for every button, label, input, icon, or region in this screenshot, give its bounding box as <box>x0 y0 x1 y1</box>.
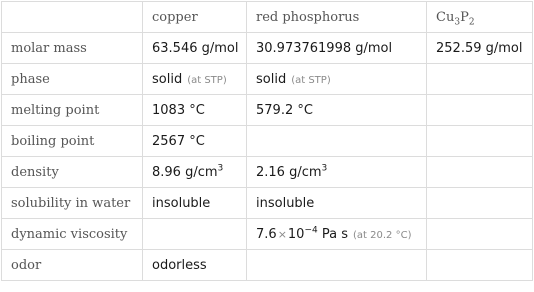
column-header-copper: copper <box>143 2 247 33</box>
cell-value: insoluble <box>247 188 427 219</box>
properties-table <box>1 1 533 281</box>
row-molar-mass <box>2 33 533 64</box>
cell-value <box>143 64 247 95</box>
cell-value <box>247 126 427 157</box>
value-text: 2.16 g/cm <box>256 164 322 180</box>
value-text: solid <box>152 71 183 87</box>
row-label: dynamic viscosity <box>2 219 143 250</box>
formula-p: P <box>460 9 469 25</box>
mantissa: 7.6 <box>256 226 277 242</box>
row-label: melting point <box>2 95 143 126</box>
condition-note: (at STP) <box>187 74 227 86</box>
row-melting-point <box>2 95 533 126</box>
cell-value <box>427 219 533 250</box>
unit-text: Pa s <box>321 226 349 242</box>
row-phase <box>2 64 533 95</box>
cell-value <box>427 126 533 157</box>
row-boiling-point <box>2 126 533 157</box>
power-exponent: −4 <box>304 225 318 236</box>
column-header-cu3p2 <box>427 2 533 33</box>
cell-value <box>427 95 533 126</box>
formula-sub-2: 2 <box>468 17 475 28</box>
cell-value <box>247 219 427 250</box>
cell-value <box>143 157 247 188</box>
row-label: phase <box>2 64 143 95</box>
column-header-red-phosphorus: red phosphorus <box>247 2 427 33</box>
row-solubility-in-water <box>2 188 533 219</box>
row-label: odor <box>2 250 143 281</box>
cell-value <box>247 64 427 95</box>
cell-value: 1083 °C <box>143 95 247 126</box>
value-text: 8.96 g/cm <box>152 164 218 180</box>
formula-sub-3: 3 <box>454 17 461 28</box>
cell-value: 2567 °C <box>143 126 247 157</box>
cell-value <box>427 64 533 95</box>
unit-exponent: 3 <box>217 163 224 174</box>
cell-value: 252.59 g/mol <box>427 33 533 64</box>
condition-note: (at 20.2 °C) <box>353 229 412 241</box>
cell-value <box>247 157 427 188</box>
row-odor <box>2 250 533 281</box>
cell-value <box>427 188 533 219</box>
power-base: 10 <box>287 226 305 242</box>
cell-value <box>143 219 247 250</box>
times-sign: × <box>277 227 287 241</box>
cell-value: insoluble <box>143 188 247 219</box>
row-label: density <box>2 157 143 188</box>
unit-exponent: 3 <box>321 163 328 174</box>
header-row <box>2 2 533 33</box>
row-dynamic-viscosity <box>2 219 533 250</box>
cell-value <box>427 250 533 281</box>
header-corner <box>2 2 143 33</box>
row-label: boiling point <box>2 126 143 157</box>
row-label: molar mass <box>2 33 143 64</box>
cell-value <box>427 157 533 188</box>
condition-note: (at STP) <box>291 74 331 86</box>
cell-value: 579.2 °C <box>247 95 427 126</box>
row-density <box>2 157 533 188</box>
cell-value: 30.973761998 g/mol <box>247 33 427 64</box>
row-label: solubility in water <box>2 188 143 219</box>
value-text: solid <box>256 71 287 87</box>
cell-value <box>247 250 427 281</box>
cell-value: odorless <box>143 250 247 281</box>
formula-cu: Cu <box>436 9 455 25</box>
cell-value: 63.546 g/mol <box>143 33 247 64</box>
